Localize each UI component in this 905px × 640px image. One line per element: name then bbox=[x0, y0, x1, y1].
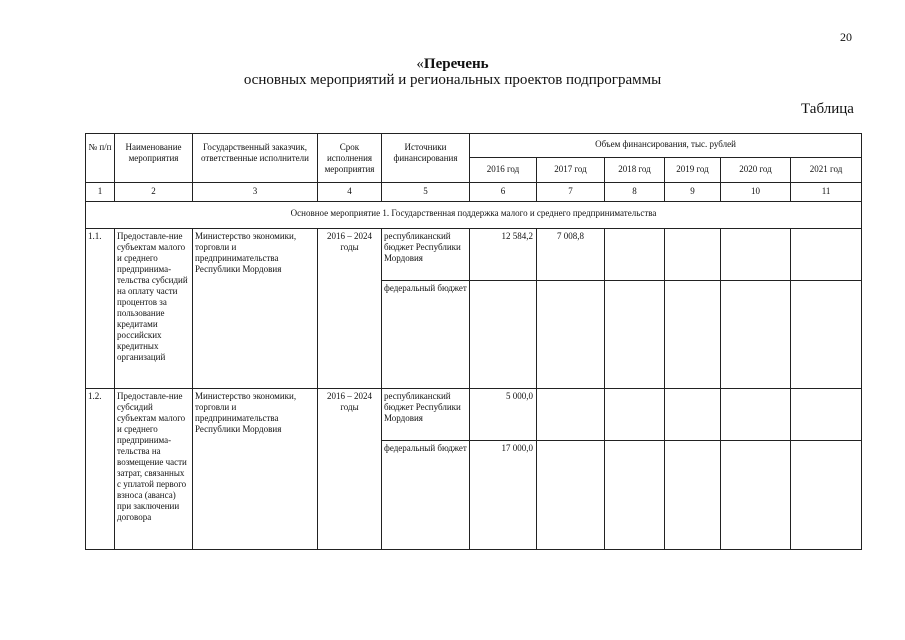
row-measure-name: Предоставле-ние субъектам малого и среднего предпринима-тельства субсидий на оплату части процентов за пользование кредитами российских кредитных организаций bbox=[115, 229, 193, 389]
row-value bbox=[791, 389, 862, 441]
row-number: 1.2. bbox=[86, 389, 115, 550]
row-value bbox=[665, 281, 721, 389]
row-value bbox=[605, 229, 665, 281]
row-value bbox=[665, 441, 721, 550]
row-value bbox=[721, 229, 791, 281]
row-value: 17 000,0 bbox=[470, 441, 537, 550]
funding-table bbox=[85, 133, 862, 550]
header-year: 2019 год bbox=[665, 158, 721, 183]
header-row-1 bbox=[86, 134, 862, 158]
section-title: Основное мероприятие 1. Государственная поддержка малого и среднего предпринимательства bbox=[86, 202, 862, 229]
row-value bbox=[537, 441, 605, 550]
row-value bbox=[605, 389, 665, 441]
row-value: 12 584,2 bbox=[470, 229, 537, 281]
row-customer: Министерство экономики, торговли и предпринимательства Республики Мордовия bbox=[193, 389, 318, 550]
row-source: республиканский бюджет Республики Мордовия bbox=[382, 389, 470, 441]
row-term: 2016 – 2024 годы bbox=[318, 229, 382, 389]
column-number: 6 bbox=[470, 183, 537, 202]
table-row bbox=[86, 229, 862, 281]
header-num: № п/п bbox=[86, 134, 115, 183]
header-year: 2017 год bbox=[537, 158, 605, 183]
row-value bbox=[721, 389, 791, 441]
row-value bbox=[791, 281, 862, 389]
header-funding: Объем финансирования, тыс. рублей bbox=[470, 134, 862, 158]
header-year: 2020 год bbox=[721, 158, 791, 183]
row-value bbox=[665, 389, 721, 441]
column-number: 4 bbox=[318, 183, 382, 202]
section-row bbox=[86, 202, 862, 229]
column-number: 7 bbox=[537, 183, 605, 202]
document-subtitle: основных мероприятий и региональных проектов подпрограммы bbox=[243, 72, 662, 88]
column-number: 2 bbox=[115, 183, 193, 202]
page-number: 20 bbox=[840, 30, 852, 44]
row-value bbox=[721, 441, 791, 550]
row-value bbox=[791, 441, 862, 550]
row-value bbox=[537, 389, 605, 441]
column-number: 5 bbox=[382, 183, 470, 202]
row-value bbox=[537, 281, 605, 389]
column-number: 11 bbox=[791, 183, 862, 202]
row-source: республиканский бюджет Республики Мордовия bbox=[382, 229, 470, 281]
row-value bbox=[721, 281, 791, 389]
row-value: 7 008,8 bbox=[537, 229, 605, 281]
column-number: 10 bbox=[721, 183, 791, 202]
row-value bbox=[605, 441, 665, 550]
header-customer: Государственный заказчик, ответственные исполнители bbox=[193, 134, 318, 183]
header-year: 2021 год bbox=[791, 158, 862, 183]
row-value: 5 000,0 bbox=[470, 389, 537, 441]
title-quote: « bbox=[416, 56, 424, 72]
row-value bbox=[665, 229, 721, 281]
column-number: 9 bbox=[665, 183, 721, 202]
header-year: 2018 год bbox=[605, 158, 665, 183]
row-value bbox=[791, 229, 862, 281]
row-number: 1.1. bbox=[86, 229, 115, 389]
row-term: 2016 – 2024 годы bbox=[318, 389, 382, 550]
header-name: Наименование мероприятия bbox=[115, 134, 193, 183]
row-source: федеральный бюджет bbox=[382, 441, 470, 550]
row-value bbox=[605, 281, 665, 389]
document-title bbox=[0, 56, 905, 73]
row-customer: Министерство экономики, торговли и предпринимательства Республики Мордовия bbox=[193, 229, 318, 389]
header-year: 2016 год bbox=[470, 158, 537, 183]
header-sources: Источники финансирования bbox=[382, 134, 470, 183]
column-number: 1 bbox=[86, 183, 115, 202]
table-row bbox=[86, 389, 862, 441]
row-measure-name: Предоставле-ние субсидий субъектам малого и среднего предпринима-тельства на возмещение части затрат, связанных с уплатой первого взноса (аванса) при заключении договора bbox=[115, 389, 193, 550]
title-bold: Перечень bbox=[423, 56, 489, 72]
table-label: Таблица bbox=[801, 101, 854, 117]
row-value bbox=[470, 281, 537, 389]
header-term: Срок исполнения мероприятия bbox=[318, 134, 382, 183]
row-source: федеральный бюджет bbox=[382, 281, 470, 389]
column-number: 3 bbox=[193, 183, 318, 202]
column-number-row bbox=[86, 183, 862, 202]
column-number: 8 bbox=[605, 183, 665, 202]
